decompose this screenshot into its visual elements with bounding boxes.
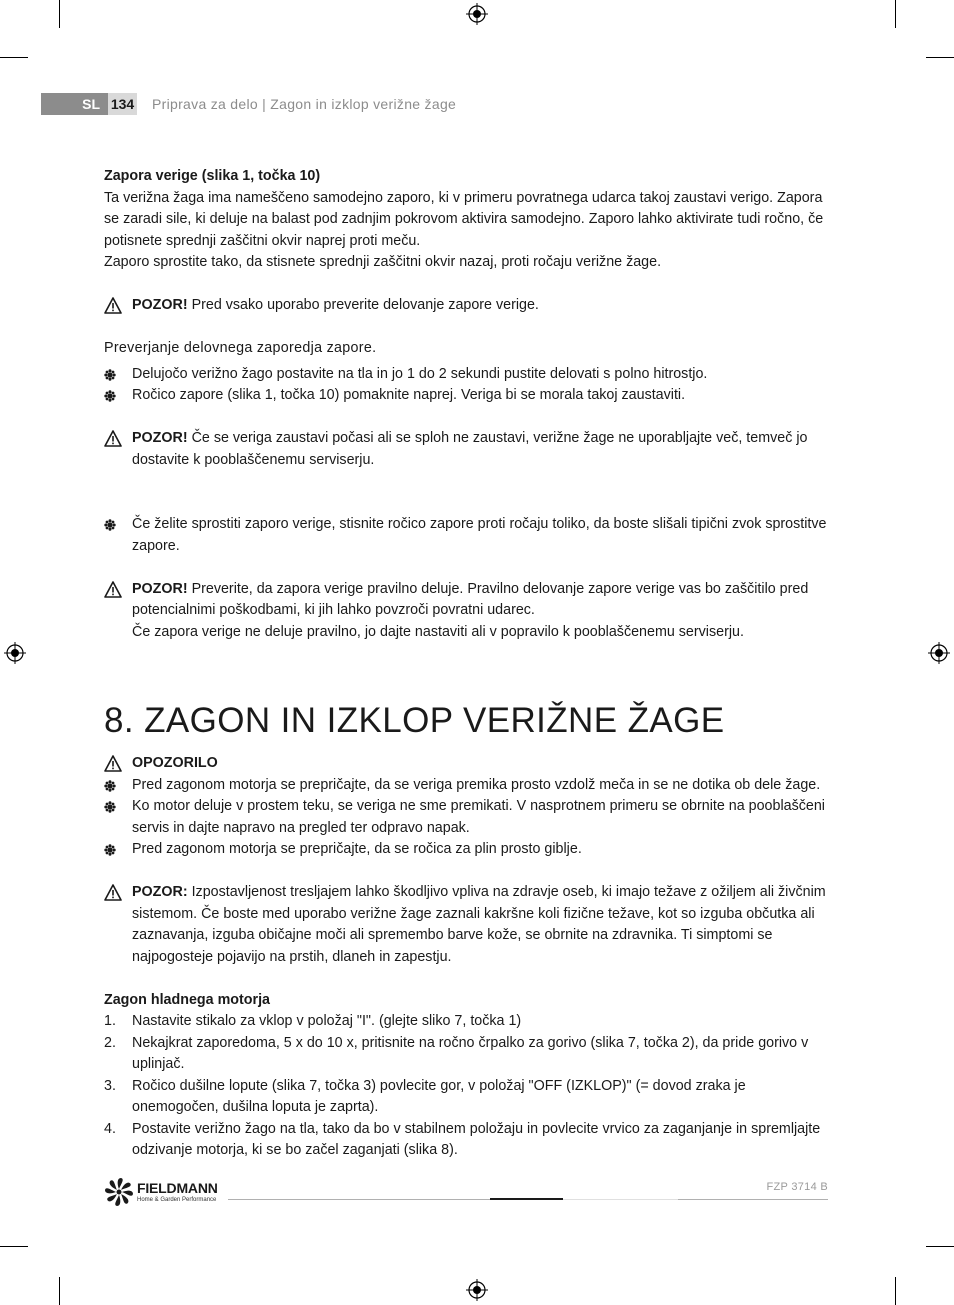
paragraph: Zaporo sprostite tako, da stisnete sprednji zaščitni okvir nazaj, proti ročaju verižne žage. [104,254,662,270]
brand-name: FIELDMANN [137,1180,218,1196]
crop-mark [0,57,28,58]
warning-label: POZOR: [132,884,188,900]
crop-mark [926,1246,954,1247]
warning-label: POZOR! [132,297,188,313]
flower-bullet-icon [104,390,116,402]
list-item: 4. Postavite verižno žago na tla, tako da bo v stabilnem položaju in povlecite vrvico za zaganjanje in spremljajte odzivanje motorja, ki se bo začel zaganjati (slika 8). [104,1120,821,1158]
warning-triangle-icon [104,581,122,598]
crop-mark [59,0,60,28]
list-item: 3. Ročico dušilne lopute (slika 7, točka 3) povlecite gor, v položaj "OFF (IZKLOP)" (= dovod zraka je onemogočen, dušilna loputa je zaprta). [104,1077,746,1115]
flower-bullet-icon [104,780,116,792]
header-language: SL [82,96,100,112]
paragraph: Ta verižna žaga ima nameščeno samodejno zaporo, ki v primeru povratnega udarca takoj zaustavi verigo. Zapora se zaradi sile, ki deluje na balast pod zadnjim pokrovom aktivira samodejno. Zaporo lahko aktivirate tudi ročno, če potisnete sprednji zaščitni okvir naprej proti meču. [104,189,824,249]
warning-text: Izpostavljenost tresljajem lahko škodljivo vpliva na zdravje oseb, ki imajo težave z ožiljem ali živčnim sistemom. Če boste med uporabo verižne žage zaznali kakršne koli fizične težave, kot so izguba občutka ali zaznavanja, izguba običajne moči ali spremembo barve kože, se obrnite na zdravnika. Ti simptomi se najpogosteje pojavijo na prstih, dlaneh in zapestju. [132,884,826,965]
warning-triangle-icon [104,755,122,772]
footer-model: FZP 3714 B [766,1181,828,1193]
registration-mark-icon [4,642,26,664]
list-item: Če želite sprostiti zaporo verige, stisnite ročico zapore proti ročaju toliko, da boste slišali tipični zvok sprostitve zapore. [104,514,830,557]
page-content [104,166,830,1162]
warning-note [104,579,830,644]
check-title: Preverjanje delovnega zaporedja zapore. [104,340,377,356]
crop-mark [895,1277,896,1305]
warning-triangle-icon [104,297,122,314]
brand-logo [104,1177,229,1209]
brand-tagline: Home & Garden Performance [137,1197,217,1203]
list-item: 1. Nastavite stikalo za vklop v položaj "I". (glejte sliko 7, točka 1) [104,1013,522,1029]
flower-bullet-icon [104,801,116,813]
flower-bullet-icon [104,844,116,856]
registration-mark-icon [466,1279,488,1301]
list-item: Ročico zapore (slika 1, točka 10) pomaknite naprej. Veriga bi se morala takoj zaustaviti. [104,385,830,407]
list-item: Delujočo verižno žago postavite na tla in jo 1 do 2 sekundi pustite delovati s polno hitrostjo. [104,364,830,386]
warning-note [104,295,830,317]
warning-note [104,882,830,968]
crop-mark [926,57,954,58]
warning-text: Če zapora verige ne deluje pravilno, jo dajte nastaviti ali v popravilo k pooblaščenemu serviserju. [132,623,744,640]
crop-mark [0,1246,28,1247]
footer-divider [490,1198,563,1200]
warning-triangle-icon [104,884,122,901]
registration-mark-icon [928,642,950,664]
flower-bullet-icon [104,369,116,381]
crop-mark [895,0,896,28]
warning-label: POZOR! [132,580,188,597]
list-item: Ko motor deluje v prostem teku, se veriga ne sme premikati. V nasprotnem primeru se obrnite na pooblaščeni servis in dajte napravo na pregled ter odpravo napak. [104,796,830,839]
footer-divider [563,1199,678,1200]
warning-text: Preverite, da zapora verige pravilno deluje. Pravilno delovanje zapore verige vas bo zaščitilo pred potencialnimi poškodbami, ki jih lahko povzroči povratni udarec. [132,580,809,618]
header-title: Priprava za delo | Zagon in izklop verižne žage [152,96,457,112]
registration-mark-icon [466,3,488,25]
list-item: 2. Nekajkrat zaporedoma, 5 x do 10 x, pritisnite na ročno črpalko za gorivo (slika 7, točka 2), da pride gorivo v uplinjač. [104,1034,809,1072]
list-item: Pred zagonom motorja se prepričajte, da se veriga premika prosto vzdolž meča in se ne dotika ob dele žage. [104,775,830,797]
list-item: Pred zagonom motorja se prepričajte, da se ročica za plin prosto giblje. [104,839,830,861]
flower-bullet-icon [104,519,116,531]
chapter-title: 8. ZAGON IN IZKLOP VERIŽNE ŽAGE [104,701,725,740]
footer-divider [678,1199,828,1200]
warning-label: POZOR! [132,430,188,446]
warning-triangle-icon [104,430,122,447]
warning-text: Pred vsako uporabo preverite delovanje zapore verige. [187,297,539,313]
warning-label: OPOZORILO [132,755,218,771]
brand-flower-icon [104,1177,134,1207]
warning-text: Če se veriga zaustavi počasi ali se sploh ne zaustavi, verižne žage ne uporabljajte več, temveč jo dostavite k pooblaščenemu serviserju. [132,430,808,468]
footer-divider [228,1199,490,1200]
warning-note [104,428,830,471]
section-heading-cold-start: Zagon hladnega motorja [104,991,271,1008]
header-page-number: 134 [108,93,137,115]
warning-heading [104,753,830,775]
crop-mark [59,1277,60,1305]
section-heading-chain-brake: Zapora verige (slika 1, točka 10) [104,168,321,184]
